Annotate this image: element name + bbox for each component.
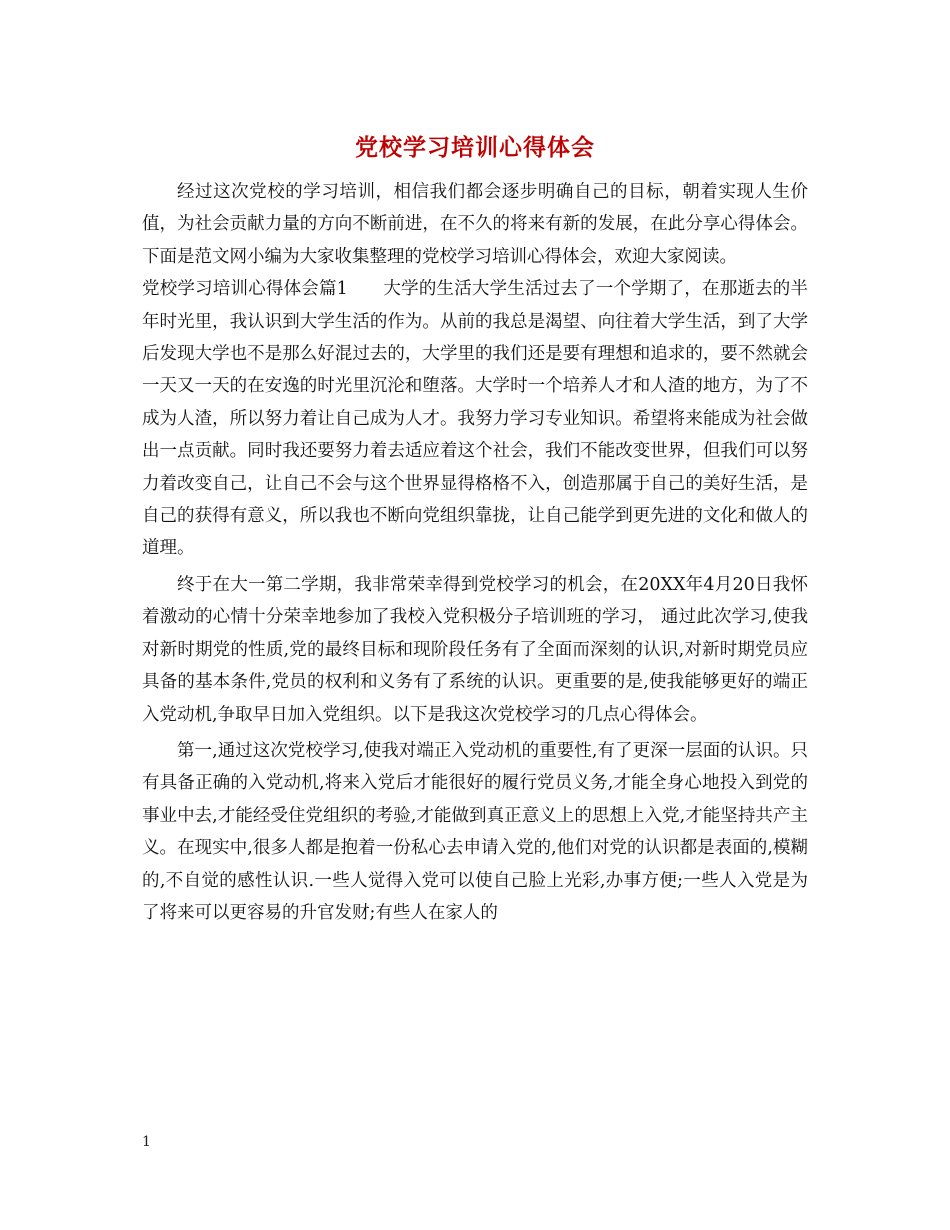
first-point-paragraph: 第一,通过这次党校学习,使我对端正入党动机的重要性,有了更深一层面的认识。只有具备正确的入党动机,将来入党后才能很好的履行党员义务,才能全身心地投入到党的事业中去,才能经受住党组织的考验,才能做到真正意义上的思想上入党,才能坚持共产主义。在现实中,很多人都是抱着一份私心去申请入党的,他们对党的认识都是表面的,模糊的,不自觉的感性认识.一些人觉得入党可以使自己脸上光彩,办事方便;一些人入党是为了将来可以更容易的升官发财;有些人在家人的 — [142, 740, 808, 923]
document-title: 党校学习培训心得体会 — [355, 134, 595, 161]
section-one-paragraph: 党校学习培训心得体会篇1 大学的生活大学生活过去了一个学期了，在那逝去的半年时光里，我认识到大学生活的作为。从前的我总是渴望、向往着大学生活，到了大学后发现大学也不是那么好混过去的，大学里的我们还是要有理想和追求的，要不然就会一天又一天的在安逸的时光里沉沦和堕落。大学时一个培养人才和人渣的地方，为了不成为人渣，所以努力着让自己成为人才。我努力学习专业知识。希望将来能成为社会做出一点贡献。同时我还要努力着去适应着这个社会，我们不能改变世界，但我们可以努力着改变自己，让自己不会与这个世界显得格格不入，创造那属于自己的美好生活，是自己的获得有意义，所以我也不断向党组织靠拢，让自己能学到更先进的文化和做人的道理。 — [142, 279, 808, 559]
training-paragraph: 终于在大一第二学期，我非常荣幸得到党校学习的机会，在20XX年4月20日我怀着激动的心情十分荣幸地参加了我校入党积极分子培训班的学习， 通过此次学习,使我对新时期党的性质,党的最终目标和现阶段任务有了全面而深刻的认识,对新时期党员应具备的基本条件,党员的权利和义务有了系统的认识。更重要的是,使我能够更好的端正入党动机,争取早日加入党组织。以下是我这次党校学习的几点心得体会。 — [142, 574, 808, 725]
intro-paragraph: 经过这次党校的学习培训，相信我们都会逐步明确自己的目标，朝着实现人生价值，为社会贡献力量的方向不断前进，在不久的将来有新的发展，在此分享心得体会。下面是范文网小编为大家收集整理的党校学习培训心得体会，欢迎大家阅读。 — [142, 182, 808, 267]
page-number: 1 — [142, 1134, 151, 1150]
document-body — [142, 176, 808, 929]
